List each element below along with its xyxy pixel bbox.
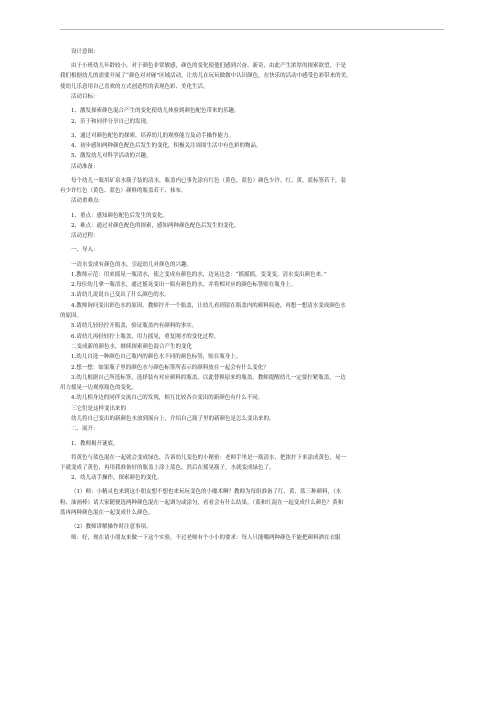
text-line: 5.请幼儿轻轻拧开瓶盖，验证瓶盖内有颜料的事实。 (71, 323, 198, 330)
text-line: 活动准备： (71, 163, 99, 170)
text-line: 的原因。 (60, 313, 83, 320)
text-line: 2、幼儿动手操作，探索颜色的变化。 (71, 475, 163, 482)
text-line: 3、通过对颜色配色的探索，培养幼儿的观察能力及动手操作能力。 (71, 132, 235, 139)
text-line: 每个幼儿一瓶用矿泉水瓶子装的清水，瓶盖内已事先涂有红色（黄色、蓝色）颜色少许、红、黄、蓝标签若干，装 (71, 177, 347, 184)
text-line: 2、乐于和同伴分享自己的发现。 (71, 118, 152, 125)
text-line: 粉、油画棒）请大家随便选两种颜色混在一起调匀或涂匀，看看会有什么结果。（蓝和红混在一起变成什么颜色？黄和 (60, 499, 344, 506)
text-line: 2.每位幼儿拿一瓶清水，通过摇晃变出一瓶有颜色的水，并将相对应的颜色标签贴在瓶身上。 (71, 282, 297, 289)
text-line: 6.请幼儿再轻轻拧上瓶盖，用力摇晃，重复刚才的变化过程。 (71, 333, 220, 340)
text-line: 活动重难点： (71, 198, 105, 205)
text-line: 4.幼儿相身边的同伴交流自己的发现，相互比较各自变出的新颜色有什么不同。 (71, 395, 264, 402)
text-line: 2.想一想：如果瓶子里的颜色水与颜色标签所表示的颜料放在一起会有什么变化？ (71, 364, 269, 371)
text-line: 1、激发探索颜色混合产生的变化使幼儿体验到颜色配色带来的乐趣。 (71, 108, 240, 115)
text-line: 有少许红色（黄色、蓝色）颜料的瓶盖若干、抹布。 (60, 188, 187, 195)
text-line: 2、难点：通过对颜色配色的探索，感知两种颜色配色后发生的变化。 (71, 222, 240, 229)
text-line: 1、重点：感知颜色配色后发生的变化。 (71, 212, 169, 219)
text-line: 5、激发幼儿对科学活动的兴趣。 (71, 153, 152, 160)
text-line: 二变成新的颜色水，继续探索颜色混合产生的变化 (71, 343, 193, 350)
text-line: 3.请幼儿说说自己变出了什么颜色的水。 (71, 292, 170, 299)
text-line: 将黄色与蓝色混在一起就会变成绿色，告诉幼儿变色的小秘密：老师手里是一瓶清水，把浓拧下来涂成黄色，晃一 (71, 454, 347, 461)
text-line: 4.教师询问变出彩色水的原因。教师拧开一个瓶盖，让幼儿看到留在瓶盖内的颜料痕迹，再想一想清水变成颜色水 (71, 302, 346, 309)
text-line: 下就变成了黄色，再用我准备好的瓶盖上涂上蓝色，然后在摇晃瓶子，水就变成绿色了。 (60, 465, 275, 471)
text-line: 1.教师示范：用来摇晃一瓶清水，使之变成有颜色的水，边晃边念：“摇摇摇，变变变，清水变出颜色来。” (71, 271, 327, 278)
text-line: （2）教师讲解操作时注意事项。 (71, 524, 152, 531)
text-line: 1、教师揭开谜底。 (71, 440, 119, 447)
text-line: 使幼儿乐意用自己喜欢的方式创造性的表现色彩、美化生活。 (60, 83, 209, 90)
text-line: 1.幼儿自选一种颜色自己瓶内的颜色水不同的颜色标签，贴在瓶身上。 (71, 354, 242, 361)
text-line: 设计意图： (71, 49, 99, 55)
text-line: 幼儿将自己变出的新颜色水放到展台上，介绍自己瓶子里的新颜色是怎么变出来的。 (71, 416, 275, 423)
text-line: 3.幼儿根据自己所选标签，选择装有对应颜料的瓶盖，以此替换原来的瓶盖。教师提醒幼儿一定要拧紧瓶盖，一边 (71, 374, 346, 381)
text-line: 三它们是这样变出来的 (71, 405, 127, 412)
text-line: 活动过程： (71, 233, 99, 240)
text-line: 一清水变成有颜色的水，引起幼儿对颜色的兴趣。 (71, 261, 193, 268)
text-line: 由于小班幼儿年龄较小，对于颜色非常敏感，颜色的变化使他们感到兴奋、新奇，由此产生浓厚的探索欲望，于是 (71, 63, 347, 70)
header-rule (60, 29, 444, 30)
text-line: 用力摇晃一边观察瓶色的变化。 (60, 385, 138, 392)
document-body (60, 47, 444, 543)
text-line: 蓝再两种颜色混在一起变成什么颜色。 (60, 510, 154, 517)
text-line: （1）师：小精灵也来到这小朋友想不想也来玩玩变色的小魔术啊？教师为每组准备了红、黄、蓝三种颜料，（水 (71, 489, 342, 496)
text-line: 一、导入： (71, 247, 99, 254)
text-line: 二、展开： (71, 426, 99, 433)
text-line: 活动目标： (71, 94, 99, 101)
text-line: 师：好，现在请小朋友来做一下这个实验，不过老师有个小小的要求：每人只能哪两种颜色不能把颜料洒在衣服 (71, 534, 341, 541)
text-line: 我们根据幼儿的需要开展了“颜色对对碰”区域活动，让幼儿在玩玩做做中认识颜色，在快乐的活动中感受色彩带来的美， (60, 73, 352, 80)
text-line: 4、初步感知两种颜色配色后发生的变化，积极关注周围生活中有色彩的物品。 (71, 143, 262, 150)
